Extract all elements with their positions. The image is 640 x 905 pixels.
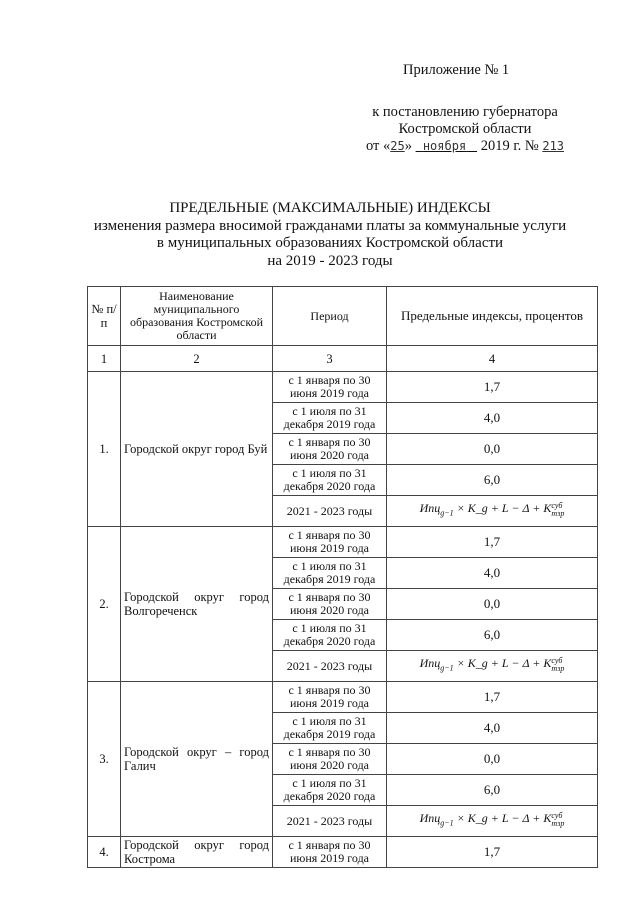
municipality-name: Городской округ город Кострома [121,837,273,868]
period-cell: 2021 - 2023 годы [273,651,387,682]
period-cell: с 1 января по 30 июня 2019 года [273,527,387,558]
index-value: 0,0 [387,744,598,775]
column-number: 2 [121,346,273,372]
period-cell: с 1 января по 30 июня 2019 года [273,682,387,713]
period-cell: с 1 января по 30 июня 2019 года [273,372,387,403]
date-number: 213 [542,139,565,153]
header-municipality: Наименование муниципального образования Костромской области [121,287,273,346]
title-line-2: изменения размера вносимой гражданами платы за коммунальные услуги [93,217,567,234]
title-line-1: ПРЕДЕЛЬНЫЕ (МАКСИМАЛЬНЫЕ) ИНДЕКСЫ [169,200,491,216]
row-number: 1. [88,372,121,527]
row-number: 3. [88,682,121,837]
municipality-name: Городской округ город Буй [121,372,273,527]
date-day: 25 [390,139,405,153]
index-value: 6,0 [387,620,598,651]
indices-table [87,286,598,868]
decree-line-1: к постановлению губернатора [372,104,558,120]
period-cell: 2021 - 2023 годы [273,806,387,837]
indices-table-body [88,287,598,868]
date-mid: » [404,138,416,154]
formula-text: Иnц$_{g-1}$ × K_g + L − Δ + Kсуб тзр [419,500,565,518]
period-cell: 2021 - 2023 годы [273,496,387,527]
row-number: 4. [88,837,121,868]
table-row [88,527,598,558]
period-cell: с 1 июля по 31 декабря 2019 года [273,713,387,744]
period-cell: с 1 июля по 31 декабря 2020 года [273,465,387,496]
index-value: 6,0 [387,465,598,496]
period-cell: с 1 июля по 31 декабря 2020 года [273,620,387,651]
index-value: 1,7 [387,837,598,868]
index-formula [387,806,598,837]
date-prefix: от « [365,138,391,154]
table-row [88,837,598,868]
period-cell: с 1 января по 30 июня 2020 года [273,744,387,775]
table-row [88,682,598,713]
date-month: ноября [422,139,467,153]
title-line-3: в муниципальных образованиях Костромской области [156,235,504,251]
title-line-4: на 2019 - 2023 годы [267,252,393,269]
index-formula [387,651,598,682]
header-num: № п/п [88,287,121,346]
period-cell: с 1 июля по 31 декабря 2019 года [273,403,387,434]
formula-text: Иnц$_{g-1}$ × K_g + L − Δ + Kсуб тзр [419,655,565,673]
index-value: 1,7 [387,372,598,403]
table-row [88,372,598,403]
row-number: 2. [88,527,121,682]
index-value: 1,7 [387,682,598,713]
index-value: 0,0 [387,589,598,620]
decree-date-line [340,138,590,155]
index-value: 1,7 [387,527,598,558]
period-cell: с 1 июля по 31 декабря 2020 года [273,775,387,806]
index-value: 0,0 [387,434,598,465]
date-month-blank [416,138,477,154]
index-formula [387,496,598,527]
municipality-name: Городской округ – город Галич [121,682,273,837]
appendix-label: Приложение № 1 [403,62,510,78]
decree-line-2: Костромской области [398,121,532,137]
index-value: 6,0 [387,775,598,806]
document-title [60,200,600,270]
header-index: Предельные индексы, процентов [387,287,598,346]
date-year: 2019 г. № [477,138,543,154]
column-number: 1 [88,346,121,372]
municipality-name: Городской округ город Волгореченск [121,527,273,682]
period-cell: с 1 января по 30 июня 2020 года [273,434,387,465]
column-number: 3 [273,346,387,372]
period-cell: с 1 января по 30 июня 2019 года [273,837,387,868]
formula-text: Иnц$_{g-1}$ × K_g + L − Δ + Kсуб тзр [419,810,565,828]
index-value: 4,0 [387,403,598,434]
header-period: Период [273,287,387,346]
index-value: 4,0 [387,558,598,589]
period-cell: с 1 января по 30 июня 2020 года [273,589,387,620]
index-value: 4,0 [387,713,598,744]
column-number: 4 [387,346,598,372]
column-number-row [88,346,598,372]
decree-reference [340,104,590,155]
table-header-row [88,287,598,346]
period-cell: с 1 июля по 31 декабря 2019 года [273,558,387,589]
